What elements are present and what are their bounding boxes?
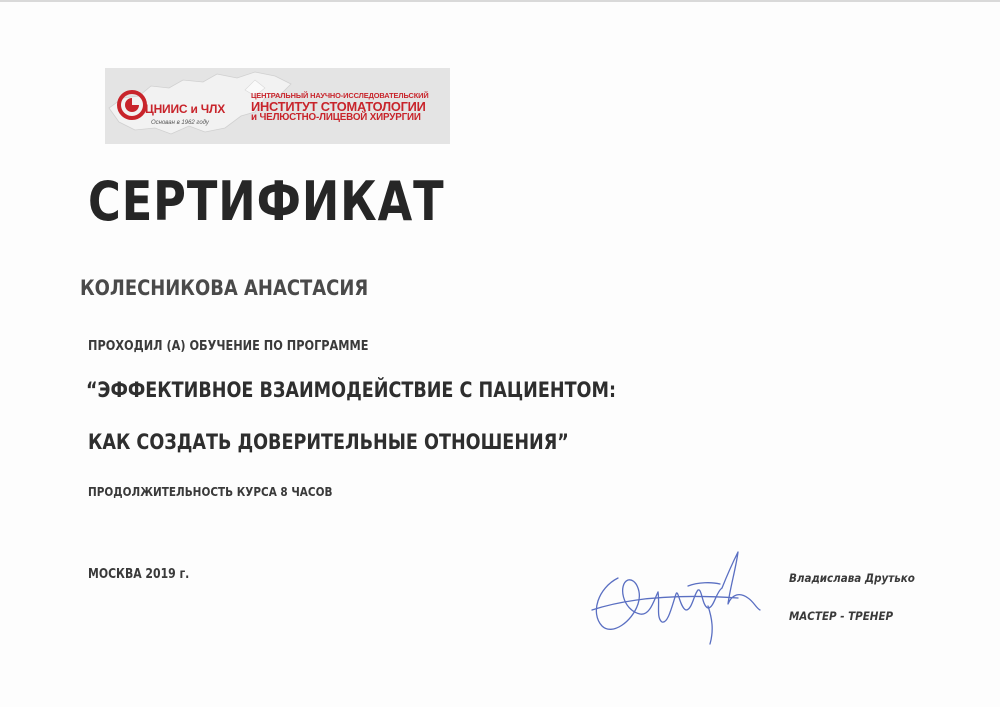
signer-role: МАСТЕР - ТРЕНЕР: [789, 609, 894, 623]
training-intro: ПРОХОДИЛ (А) ОБУЧЕНИЕ ПО ПРОГРАММЕ: [88, 338, 369, 354]
logo-name-line-2: ИНСТИТУТ СТОМАТОЛОГИИ: [251, 98, 426, 114]
program-title-line-1: “ЭФФЕКТИВНОЕ ВЗАИМОДЕЙСТВИЕ С ПАЦИЕНТОМ:: [86, 378, 617, 402]
institute-emblem-icon: [117, 90, 147, 120]
logo-founded-note: Основан в 1962 году: [151, 120, 209, 126]
program-title-line-2: КАК СОЗДАТЬ ДОВЕРИТЕЛЬНЫЕ ОТНОШЕНИЯ”: [88, 430, 569, 454]
signer-name: Владислава Друтько: [789, 571, 915, 585]
course-duration: ПРОДОЛЖИТЕЛЬНОСТЬ КУРСА 8 ЧАСОВ: [88, 484, 333, 499]
logo-abbreviation: ЦНИИС и ЧЛХ: [145, 102, 226, 116]
city-and-year: МОСКВА 2019 г.: [88, 567, 190, 582]
logo-institute-name: [251, 92, 450, 123]
institute-logo: [105, 68, 450, 144]
page-top-edge: [0, 0, 1000, 2]
recipient-name: КОЛЕСНИКОВА АНАСТАСИЯ: [80, 276, 369, 300]
logo-name-line-1: ЦЕНТРАЛЬНЫЙ НАУЧНО-ИССЛЕДОВАТЕЛЬСКИЙ: [251, 91, 429, 100]
certificate-title: СЕРТИФИКАТ: [88, 170, 445, 233]
handwritten-signature: [588, 548, 763, 648]
logo-name-line-3: и ЧЕЛЮСТНО-ЛИЦЕВОЙ ХИРУРГИИ: [251, 112, 421, 124]
